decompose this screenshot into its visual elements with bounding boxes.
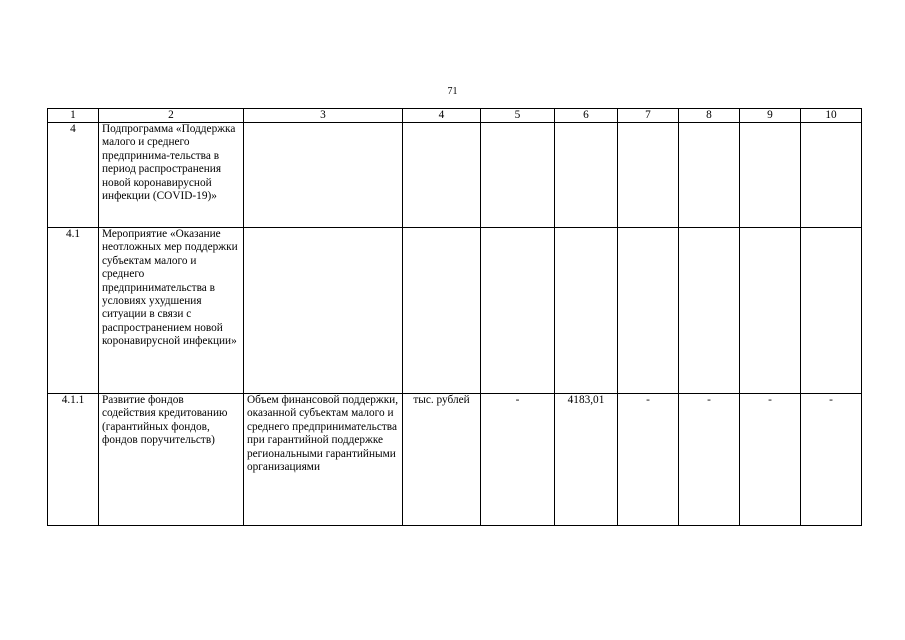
row-value-cell bbox=[740, 123, 801, 228]
header-cell: 2 bbox=[99, 109, 244, 123]
row-value-cell bbox=[801, 123, 862, 228]
program-table bbox=[47, 108, 862, 526]
header-cell: 3 bbox=[244, 109, 403, 123]
table-row bbox=[48, 123, 862, 228]
table-row bbox=[48, 394, 862, 526]
header-cell: 10 bbox=[801, 109, 862, 123]
row-value-cell: - bbox=[679, 394, 740, 526]
row-indicator-cell bbox=[244, 228, 403, 394]
header-cell: 8 bbox=[679, 109, 740, 123]
row-value-cell: 4183,01 bbox=[555, 394, 618, 526]
row-indicator-cell bbox=[244, 123, 403, 228]
header-cell: 9 bbox=[740, 109, 801, 123]
row-value-cell: - bbox=[740, 394, 801, 526]
row-value-cell bbox=[481, 123, 555, 228]
table-row bbox=[48, 228, 862, 394]
row-value-cell bbox=[618, 228, 679, 394]
row-value-cell bbox=[801, 228, 862, 394]
row-name-cell: Мероприятие «Оказание неотложных мер поддержки субъектам малого и среднего предпринимательства в условиях ухудшения ситуации в связи с распространением новой коронавирусной инфекции» bbox=[99, 228, 244, 394]
header-cell: 1 bbox=[48, 109, 99, 123]
row-value-cell bbox=[618, 123, 679, 228]
row-number-cell: 4.1 bbox=[48, 228, 99, 394]
row-value-cell bbox=[679, 123, 740, 228]
header-row bbox=[48, 109, 862, 123]
row-value-cell: - bbox=[618, 394, 679, 526]
row-name-cell: Развитие фондов содействия кредитованию (гарантийных фондов, фондов поручительств) bbox=[99, 394, 244, 526]
row-value-cell bbox=[481, 228, 555, 394]
row-unit-cell bbox=[403, 228, 481, 394]
row-value-cell bbox=[555, 123, 618, 228]
row-value-cell: - bbox=[801, 394, 862, 526]
header-cell: 5 bbox=[481, 109, 555, 123]
row-number-cell: 4 bbox=[48, 123, 99, 228]
row-indicator-cell: Объем финансовой поддержки, оказанной субъектам малого и среднего предпринимательства при гарантийной поддержке региональными гарантийными организациями bbox=[244, 394, 403, 526]
row-value-cell: - bbox=[481, 394, 555, 526]
row-name-cell: Подпрограмма «Поддержка малого и среднего предпринима-тельства в период распространения новой коронавирусной инфекции (COVID-19)» bbox=[99, 123, 244, 228]
row-value-cell bbox=[740, 228, 801, 394]
header-cell: 4 bbox=[403, 109, 481, 123]
row-unit-cell bbox=[403, 123, 481, 228]
header-cell: 7 bbox=[618, 109, 679, 123]
header-cell: 6 bbox=[555, 109, 618, 123]
row-value-cell bbox=[679, 228, 740, 394]
row-value-cell bbox=[555, 228, 618, 394]
row-unit-cell: тыс. рублей bbox=[403, 394, 481, 526]
page-number: 71 bbox=[447, 86, 458, 97]
row-number-cell: 4.1.1 bbox=[48, 394, 99, 526]
